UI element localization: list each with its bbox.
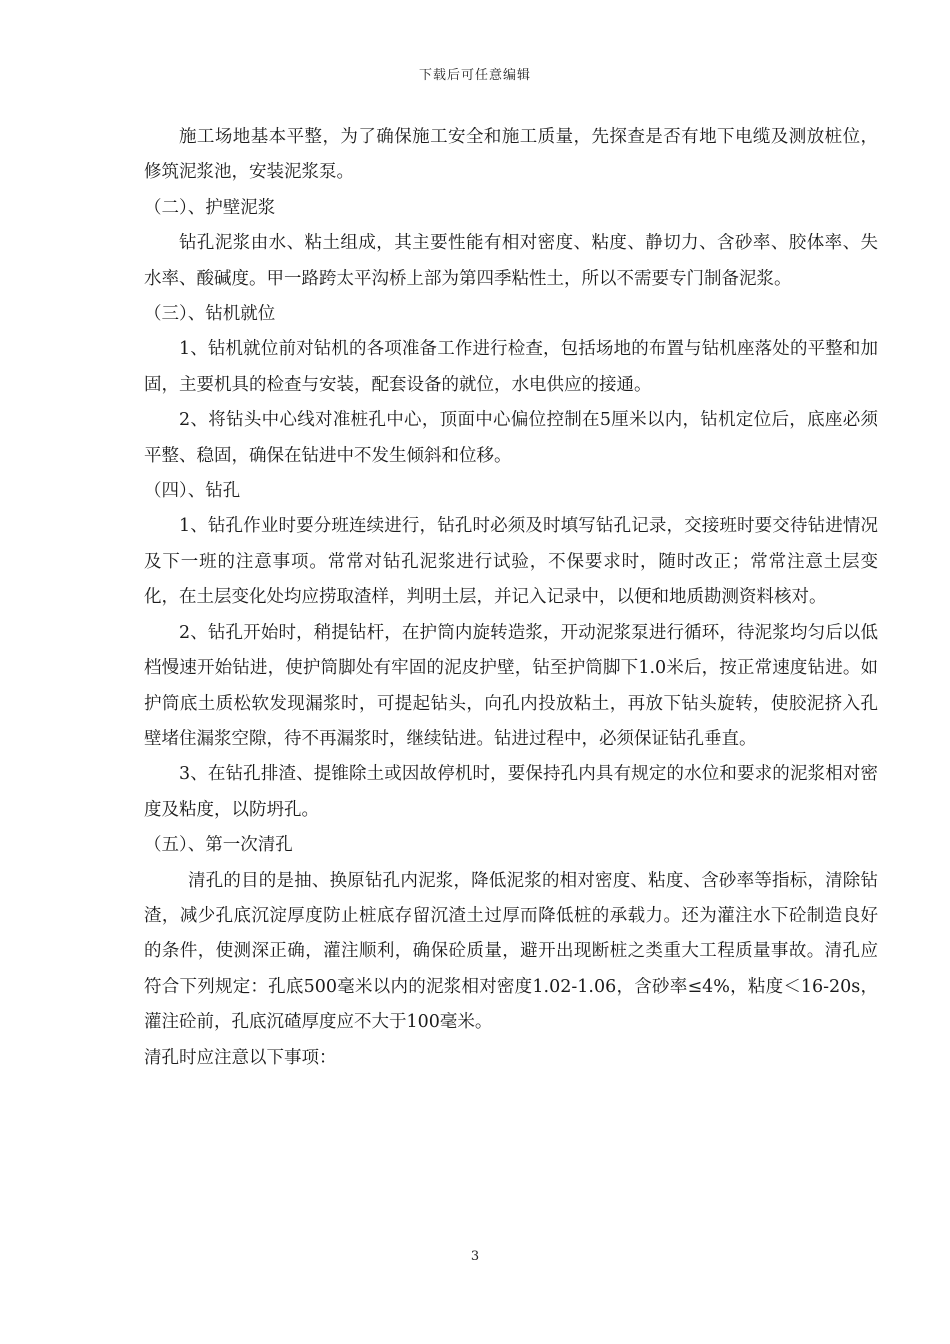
paragraph-wall-mud: 钻孔泥浆由水、粘土组成，其主要性能有相对密度、粘度、静切力、含砂率、胶体率、失水率、酸碱度。甲一路跨太平沟桥上部为第四季粘性土，所以不需要专门制备泥浆。: [144, 233, 878, 289]
section-heading-rig-positioning: （三）、钻机就位: [144, 304, 276, 325]
paragraph-drilling-2: 2、钻孔开始时，稍提钻杆，在护筒内旋转造浆，开动泥浆泵进行循环，待泥浆均匀后以低档慢速开始钻进，使护筒脚处有牢固的泥皮护壁，钻至护筒脚下1.0米后，按正常速度钻进。如护筒底土质松软发现漏浆时，可提起钻头，向孔内投放粘土，再放下钻头旋转，使胶泥挤入孔壁堵住漏浆空隙，待不再漏浆时，继续钻进。钻进过程中，必须保证钻孔垂直。: [144, 622, 878, 749]
paragraph-drilling-1: 1、钻孔作业时要分班连续进行，钻孔时必须及时填写钻孔记录，交接班时要交待钻进情况及下一班的注意事项。常常对钻孔泥浆进行试验，不保要求时，随时改正；常常注意土层变化，在土层变化处均应捞取渣样，判明土层，并记入记录中，以便和地质勘测资料核对。: [144, 516, 878, 608]
page-number: 3: [470, 1249, 480, 1264]
section-heading-first-cleaning: （五）、第一次清孔: [144, 835, 293, 856]
paragraph-first-cleaning: 清孔的目的是抽、换原钻孔内泥浆，降低泥浆的相对密度、粘度、含砂率等指标，清除钻渣，减少孔底沉淀厚度防止桩底存留沉渣土过厚而降低桩的承载力。还为灌注水下砼制造良好的条件，使测深正确，灌注顺利，确保砼质量，避开出现断桩之类重大工程质量事故。清孔应符合下列规定：孔底500毫米以内的泥浆相对密度1.02-1.06，含砂率≤4%，粘度＜16-20s，灌注砼前，孔底沉碴厚度应不大于100毫米。: [144, 870, 878, 1033]
paragraph-site-preparation: 施工场地基本平整，为了确保施工安全和施工质量，先探查是否有地下电缆及测放桩位，修筑泥浆池，安装泥浆泵。: [144, 127, 878, 183]
document-body: [144, 120, 878, 1076]
section-heading-drilling: （四）、钻孔: [144, 481, 241, 502]
page-header-note: 下载后可任意编辑: [418, 68, 531, 83]
paragraph-rig-positioning-2: 2、将钻头中心线对准桩孔中心，顶面中心偏位控制在5厘米以内，钻机定位后，底座必须平整、稳固，确保在钻进中不发生倾斜和位移。: [144, 410, 878, 466]
paragraph-drilling-3: 3、在钻孔排渣、提锥除土或因故停机时，要保持孔内具有规定的水位和要求的泥浆相对密度及粘度，以防坍孔。: [144, 764, 878, 820]
paragraph-cleaning-notes: 清孔时应注意以下事项：: [144, 1047, 337, 1068]
paragraph-rig-positioning-1: 1、钻机就位前对钻机的各项准备工作进行检查，包括场地的布置与钻机座落处的平整和加固，主要机具的检查与安装，配套设备的就位，水电供应的接通。: [144, 339, 878, 395]
section-heading-wall-mud: （二）、护壁泥浆: [144, 197, 276, 218]
